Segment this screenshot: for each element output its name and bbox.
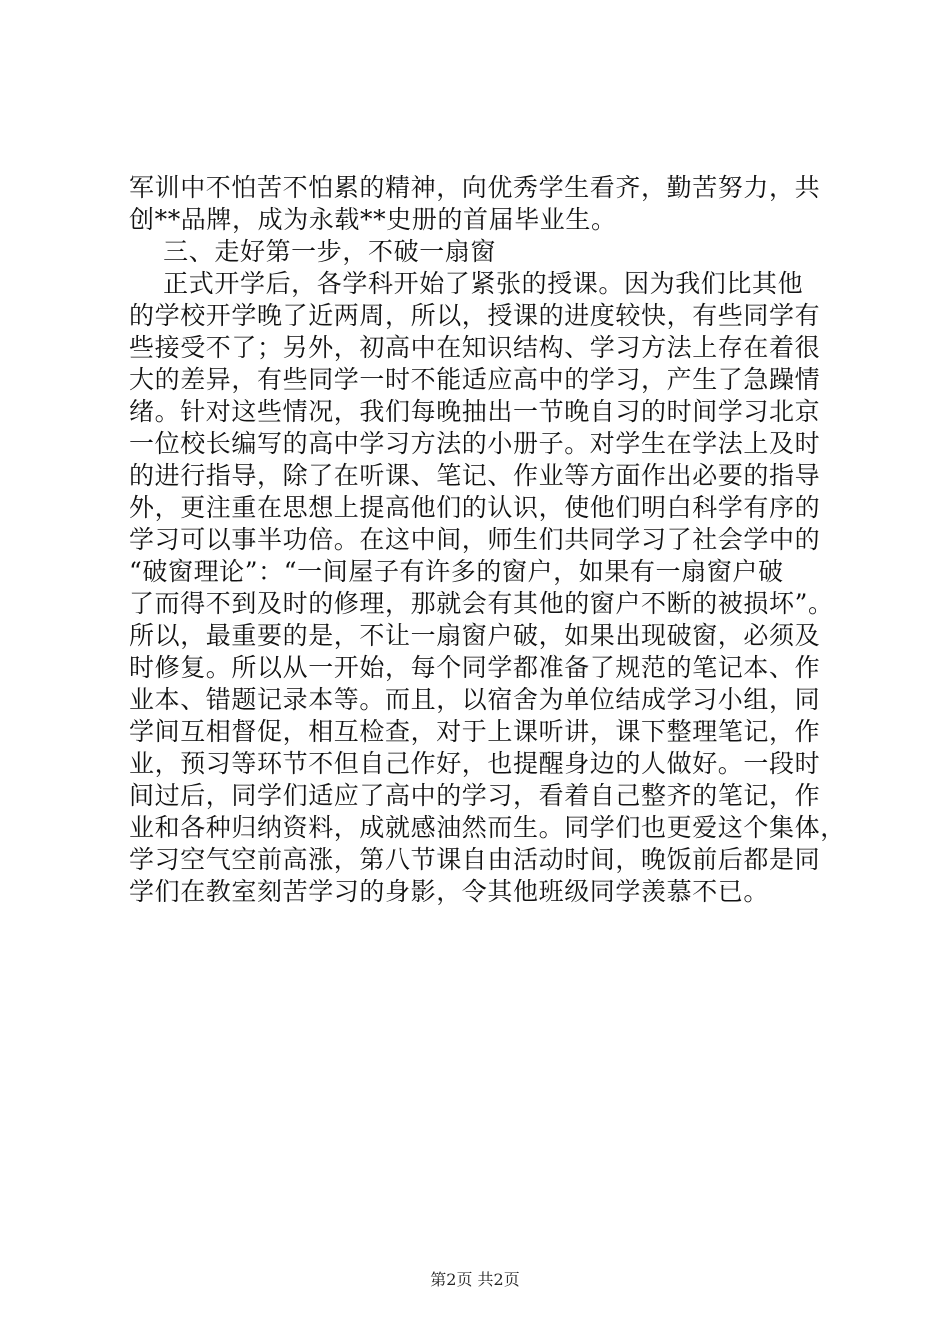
text-line: 业，预习等环节不但自己作好，也提醒身边的人做好。一段时 [129, 749, 821, 778]
text-line: 的进行指导，除了在听课、笔记、作业等方面作出必要的指导 [129, 461, 821, 490]
text-line: 学习可以事半功倍。在这中间，师生们共同学习了社会学中的 [129, 525, 821, 554]
body-text [129, 172, 846, 908]
text-line: 一位校长编写的高中学习方法的小册子。对学生在学法上及时 [129, 429, 821, 458]
text-line: 时修复。所以从一开始，每个同学都准备了规范的笔记本、作 [129, 653, 821, 682]
page-footer: 第2页 共2页 [430, 1270, 520, 1289]
text-line: 绪。针对这些情况，我们每晚抽出一节晚自习的时间学习北京 [129, 397, 821, 426]
text-line: 间过后，同学们适应了高中的学习，看着自己整齐的笔记，作 [129, 781, 821, 810]
text-line: 军训中不怕苦不怕累的精神，向优秀学生看齐，勤苦努力，共 [129, 173, 821, 202]
section-heading: 三、走好第一步，不破一扇窗 [129, 237, 496, 266]
text-line: 学间互相督促，相互检查，对于上课听讲，课下整理笔记，作 [129, 717, 821, 746]
text-line: 所以，最重要的是，不让一扇窗户破，如果出现破窗，必须及 [129, 621, 821, 650]
text-line: 业和各种归纳资料，成就感油然而生。同学们也更爱这个集体， [129, 813, 846, 842]
text-line: “破窗理论”：“一间屋子有许多的窗户，如果有一扇窗户破 [129, 557, 784, 586]
text-line: 了而得不到及时的修理，那就会有其他的窗户不断的被损坏”。 [129, 589, 834, 618]
text-line: 学们在教室刻苦学习的身影，令其他班级同学羡慕不已。 [129, 877, 770, 906]
text-line: 外，更注重在思想上提高他们的认识，使他们明白科学有序的 [129, 493, 821, 522]
text-line: 大的差异，有些同学一时不能适应高中的学习，产生了急躁情 [129, 365, 821, 394]
text-line: 创**品牌，成为永载**史册的首届毕业生。 [129, 205, 617, 234]
text-line: 学习空气空前高涨，第八节课自由活动时间，晚饭前后都是同 [129, 845, 821, 874]
text-line: 业本、错题记录本等。而且，以宿舍为单位结成学习小组，同 [129, 685, 821, 714]
text-line: 的学校开学晚了近两周，所以，授课的进度较快，有些同学有 [129, 301, 821, 330]
text-line: 些接受不了；另外，初高中在知识结构、学习方法上存在着很 [129, 333, 821, 362]
text-line: 正式开学后，各学科开始了紧张的授课。因为我们比其他 [129, 269, 804, 298]
